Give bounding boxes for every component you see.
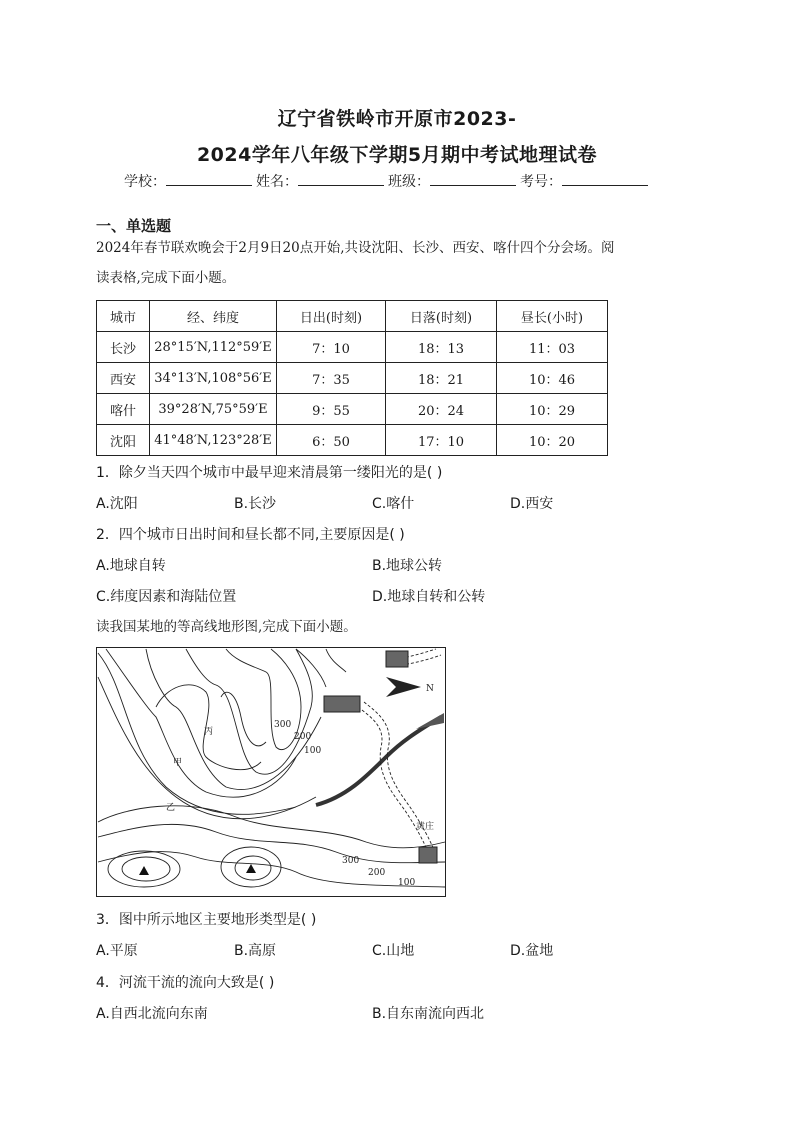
contour-label: 200 (368, 868, 386, 878)
name-label: 姓名： (256, 174, 298, 190)
table-cell: 41°48′N,123°28′E (150, 425, 277, 456)
question-4-option-b[interactable]: B.自东南流向西北 (372, 1006, 485, 1022)
table-row (97, 394, 608, 425)
contour-label: 200 (294, 732, 312, 742)
page-title-line1: 辽宁省铁岭市开原市2023- (277, 108, 517, 130)
contour-label: 100 (304, 746, 322, 756)
passage-1-line2: 读表格,完成下面小题。 (96, 270, 236, 286)
table-cell: 沈阳 (97, 425, 150, 456)
settlement-marker (324, 696, 360, 712)
label-bing: 丙 (204, 727, 214, 737)
name-field[interactable] (298, 171, 384, 186)
table-cell: 10：20 (497, 425, 608, 456)
page-title-line2: 2024学年八年级下学期5月期中考试地理试卷 (196, 144, 598, 166)
question-1-stem: 1．除夕当天四个城市中最早迎来清晨第一缕阳光的是( ) (96, 465, 443, 481)
question-1-option-a[interactable]: A.沈阳 (96, 496, 138, 512)
question-3-option-b[interactable]: B.高原 (234, 943, 277, 959)
question-2-option-b[interactable]: B.地球公转 (372, 558, 443, 574)
class-label: 班级： (388, 174, 430, 190)
school-label: 学校： (124, 174, 166, 190)
question-4-option-a[interactable]: A.自西北流向东南 (96, 1006, 208, 1022)
table-row (97, 363, 608, 394)
table-cell: 10：46 (497, 363, 608, 394)
exam-number-field[interactable] (562, 171, 648, 186)
table-row (97, 425, 608, 456)
north-label: N (426, 684, 434, 694)
table-cell: 9：55 (277, 394, 386, 425)
question-2-option-a[interactable]: A.地球自转 (96, 558, 166, 574)
table-cell: 39°28′N,75°59′E (150, 394, 277, 425)
table-header-cell: 昼长(小时) (497, 301, 608, 332)
table-cell: 11：03 (497, 332, 608, 363)
question-1-option-b[interactable]: B.长沙 (234, 496, 277, 512)
question-2-option-c[interactable]: C.纬度因素和海陆位置 (96, 589, 237, 605)
table-cell: 18：21 (386, 363, 497, 394)
table-cell: 34°13′N,108°56′E (150, 363, 277, 394)
table-cell: 28°15′N,112°59′E (150, 332, 277, 363)
passage-2: 读我国某地的等高线地形图,完成下面小题。 (96, 619, 357, 635)
question-3-stem: 3．图中所示地区主要地形类型是( ) (96, 912, 317, 928)
school-field[interactable] (166, 171, 252, 186)
question-4-stem: 4．河流干流的流向大致是( ) (96, 975, 275, 991)
contour-label: 300 (274, 720, 292, 730)
passage-1-line1: 2024年春节联欢晚会于2月9日20点开始,共设沈阳、长沙、西安、喀什四个分会场。阅 (96, 240, 615, 256)
exam-number-label: 考号： (520, 174, 562, 190)
class-field[interactable] (430, 171, 516, 186)
question-3-option-a[interactable]: A.平原 (96, 943, 138, 959)
contour-label: 100 (398, 878, 416, 888)
table-row (97, 332, 608, 363)
question-2-stem: 2．四个城市日出时间和昼长都不同,主要原因是( ) (96, 527, 405, 543)
table-header-cell: 日出(时刻) (277, 301, 386, 332)
student-info-row (124, 171, 652, 191)
settlement-marker (386, 651, 408, 667)
table-header-cell: 城市 (97, 301, 150, 332)
section-title: 一、单选题 (96, 217, 172, 235)
table-cell: 7：10 (277, 332, 386, 363)
table-cell: 西安 (97, 363, 150, 394)
huangzhuang-settlement-marker (419, 847, 437, 863)
table-cell: 长沙 (97, 332, 150, 363)
question-3-option-d[interactable]: D.盆地 (510, 943, 554, 959)
contour-map (96, 647, 446, 897)
question-3-option-c[interactable]: C.山地 (372, 943, 415, 959)
question-2-option-d[interactable]: D.地球自转和公转 (372, 589, 486, 605)
table-cell: 17：10 (386, 425, 497, 456)
question-1-option-d[interactable]: D.西安 (510, 496, 554, 512)
label-huangzhuang: 黄庄 (416, 822, 435, 832)
table-cell: 20：24 (386, 394, 497, 425)
label-yi: 乙 (166, 803, 176, 813)
table-cell: 10：29 (497, 394, 608, 425)
map-frame (97, 648, 446, 897)
contour-label: 300 (342, 856, 360, 866)
table-header-row (97, 301, 608, 332)
city-table (96, 300, 608, 456)
table-cell: 7：35 (277, 363, 386, 394)
table-cell: 6：50 (277, 425, 386, 456)
label-jia: 甲 (173, 758, 183, 768)
table-cell: 18：13 (386, 332, 497, 363)
passage-1 (96, 233, 706, 293)
table-header-cell: 日落(时刻) (386, 301, 497, 332)
table-cell: 喀什 (97, 394, 150, 425)
table-header-cell: 经、纬度 (150, 301, 277, 332)
question-1-option-c[interactable]: C.喀什 (372, 496, 415, 512)
